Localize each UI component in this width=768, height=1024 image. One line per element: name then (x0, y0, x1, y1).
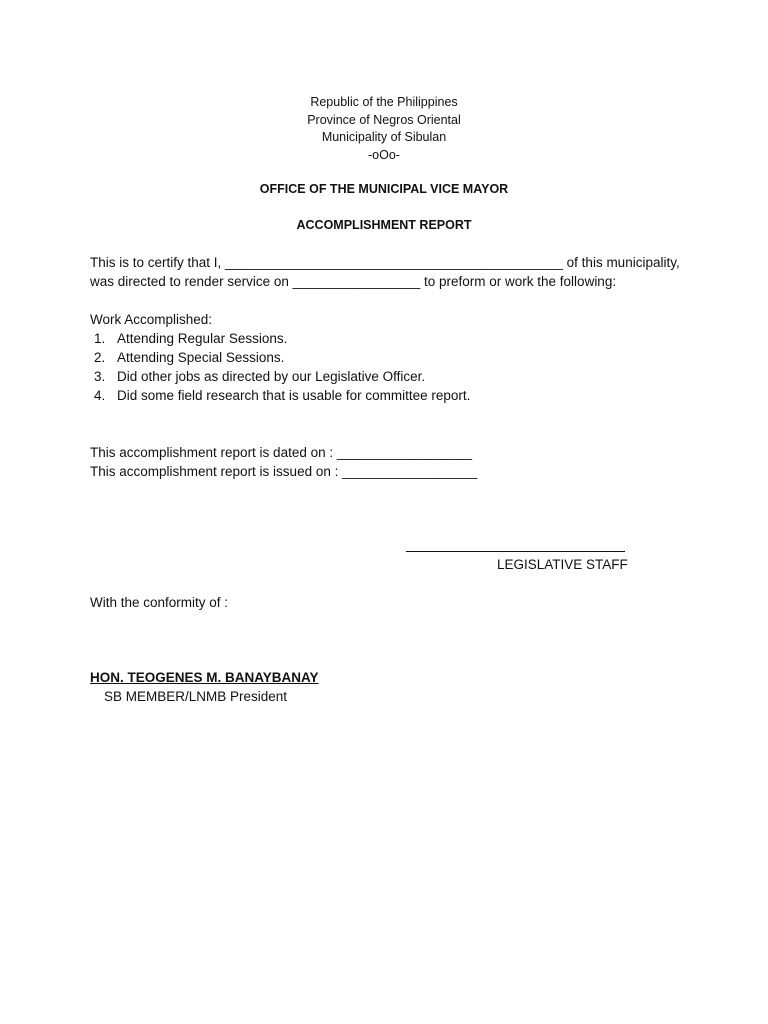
official-title: SB MEMBER/LNMB President (104, 689, 288, 704)
list-item-number: 1. (94, 331, 106, 346)
office-heading: OFFICE OF THE MUNICIPAL VICE MAYOR (259, 182, 509, 196)
work-accomplished-section (90, 310, 470, 405)
letterhead-country: Republic of the Philippines (310, 95, 458, 109)
list-item (90, 386, 470, 405)
issued-blank: __________________ (342, 464, 478, 479)
report-title: ACCOMPLISHMENT REPORT (296, 218, 472, 232)
service-date-blank: _________________ (292, 274, 421, 289)
official-block (90, 668, 319, 706)
dated-line (90, 443, 477, 462)
certify-text-end: of this municipality, (562, 255, 680, 270)
dated-blank: __________________ (336, 445, 473, 460)
official-name: HON. TEOGENES M. BANAYBANAY (90, 670, 319, 685)
letterhead-ornament: -oOo- (368, 147, 400, 162)
signature-label: LEGISLATIVE STAFF (497, 557, 628, 572)
letterhead (0, 94, 768, 164)
dated-label: This accomplishment report is dated on : (90, 445, 337, 460)
service-text-start: was directed to render service on (90, 274, 293, 289)
letterhead-province: Province of Negros Oriental (307, 112, 461, 127)
report-dates (90, 443, 477, 481)
issued-line (90, 462, 477, 481)
issued-label: This accomplishment report is issued on : (90, 464, 343, 479)
work-heading: Work Accomplished: (90, 312, 213, 327)
list-item-number: 2. (94, 350, 106, 365)
certification-line-1 (90, 253, 680, 272)
list-item-text: Did other jobs as directed by our Legislative Officer. (117, 369, 426, 384)
list-item (90, 348, 470, 367)
list-item-number: 3. (94, 369, 106, 384)
conformity-text: With the conformity of : (90, 595, 229, 610)
list-item-text: Attending Special Sessions. (117, 350, 285, 365)
letterhead-municipality: Municipality of Sibulan (321, 130, 447, 144)
signature-line (406, 551, 625, 552)
list-item-text: Did some field research that is usable for committee report. (117, 388, 471, 403)
certify-text-start: This is to certify that I, (90, 255, 226, 270)
name-blank: _____________________________________________ (225, 255, 563, 270)
work-list (90, 329, 470, 405)
certification-paragraph (90, 253, 680, 291)
service-text-end: to preform or work the following: (420, 274, 617, 289)
list-item-number: 4. (94, 388, 106, 403)
list-item (90, 367, 470, 386)
list-item (90, 329, 470, 348)
certification-line-2 (90, 272, 680, 291)
list-item-text: Attending Regular Sessions. (117, 331, 288, 346)
